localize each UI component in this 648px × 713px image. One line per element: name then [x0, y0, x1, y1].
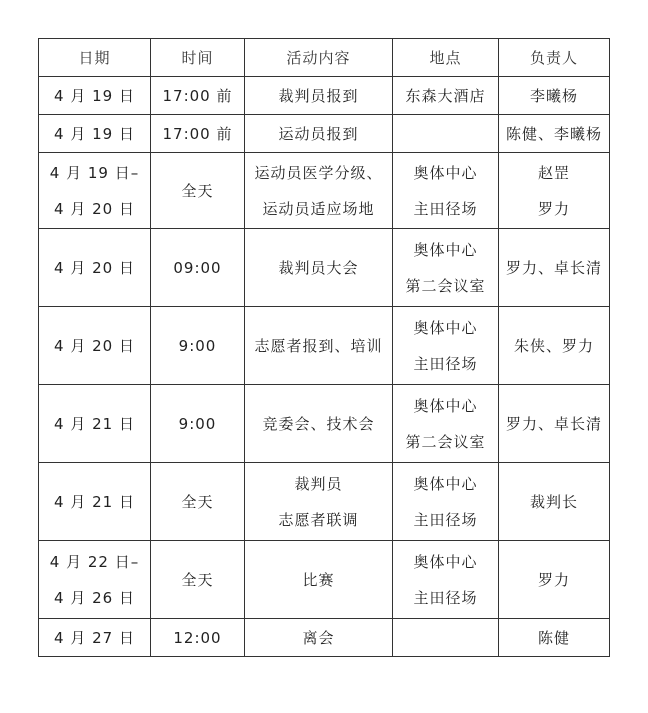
cell-text: 全天	[181, 181, 214, 200]
cell-text: 4 月 20 日	[54, 258, 135, 277]
cell-activity	[245, 541, 393, 619]
cell-activity	[245, 115, 393, 153]
cell-text: 运动员报到	[278, 124, 359, 143]
table-row	[39, 463, 610, 541]
header-time: 时间	[151, 39, 245, 77]
cell-text: 17:00 前	[162, 86, 233, 105]
header-place: 地点	[393, 39, 499, 77]
cell-text: 离会	[302, 628, 335, 647]
cell-person	[499, 77, 610, 115]
cell-text: 主田径场	[413, 354, 478, 373]
cell-text: 罗力	[537, 199, 570, 218]
cell-place	[393, 229, 499, 307]
cell-activity	[245, 619, 393, 657]
cell-activity	[245, 307, 393, 385]
cell-date	[39, 463, 151, 541]
cell-person	[499, 541, 610, 619]
cell-text: 东森大酒店	[405, 86, 486, 105]
cell-text: 主田径场	[413, 588, 478, 607]
cell-text: 陈健	[537, 628, 570, 647]
cell-time	[151, 153, 245, 229]
cell-text: 罗力	[537, 570, 570, 589]
cell-text: 陈健、李曦杨	[505, 124, 602, 143]
cell-person	[499, 229, 610, 307]
cell-activity	[245, 229, 393, 307]
cell-text: 比赛	[302, 570, 335, 589]
cell-time	[151, 541, 245, 619]
table-row	[39, 385, 610, 463]
cell-text: 17:00 前	[162, 124, 233, 143]
cell-text: 9:00	[178, 414, 217, 433]
cell-time	[151, 463, 245, 541]
cell-activity	[245, 385, 393, 463]
cell-text: 4 月 27 日	[54, 628, 135, 647]
cell-time	[151, 77, 245, 115]
cell-person	[499, 153, 610, 229]
cell-text: 朱侠、罗力	[513, 336, 594, 355]
cell-text: 4 月 19 日	[54, 124, 135, 143]
cell-text: 裁判长	[529, 492, 578, 511]
cell-text: 竞委会、技术会	[262, 414, 375, 433]
cell-time	[151, 619, 245, 657]
cell-date	[39, 619, 151, 657]
cell-text: 4 月 22 日–	[49, 552, 140, 571]
cell-place	[393, 307, 499, 385]
cell-text: 9:00	[178, 336, 217, 355]
header-activity: 活动内容	[245, 39, 393, 77]
cell-place	[393, 463, 499, 541]
header-row	[39, 39, 610, 77]
cell-place	[393, 619, 499, 657]
cell-activity	[245, 77, 393, 115]
cell-text: 罗力、卓长清	[505, 414, 602, 433]
cell-person	[499, 619, 610, 657]
cell-text: 全天	[181, 570, 214, 589]
cell-time	[151, 307, 245, 385]
cell-text: 12:00	[173, 628, 222, 647]
cell-date	[39, 385, 151, 463]
cell-text: 奥体中心	[413, 318, 478, 337]
table-row	[39, 307, 610, 385]
cell-text: 奥体中心	[413, 474, 478, 493]
cell-text: 罗力、卓长清	[505, 258, 602, 277]
cell-activity	[245, 153, 393, 229]
table-row	[39, 77, 610, 115]
cell-text: 4 月 19 日	[54, 86, 135, 105]
cell-text: 运动员适应场地	[262, 199, 375, 218]
cell-person	[499, 307, 610, 385]
cell-time	[151, 115, 245, 153]
cell-date	[39, 115, 151, 153]
cell-text: 奥体中心	[413, 552, 478, 571]
table-row	[39, 115, 610, 153]
table-row	[39, 619, 610, 657]
cell-text: 志愿者联调	[278, 510, 359, 529]
table-row	[39, 229, 610, 307]
cell-text: 李曦杨	[529, 86, 578, 105]
cell-date	[39, 541, 151, 619]
cell-text: 全天	[181, 492, 214, 511]
cell-text: 主田径场	[413, 510, 478, 529]
cell-text: 裁判员大会	[278, 258, 359, 277]
cell-text: 4 月 21 日	[54, 492, 135, 511]
cell-text: 裁判员报到	[278, 86, 359, 105]
schedule-table	[38, 38, 610, 657]
header-date: 日期	[39, 39, 151, 77]
cell-place	[393, 115, 499, 153]
cell-text: 4 月 20 日	[54, 336, 135, 355]
cell-place	[393, 541, 499, 619]
cell-text: 第二会议室	[405, 276, 486, 295]
cell-text: 奥体中心	[413, 396, 478, 415]
cell-text: 第二会议室	[405, 432, 486, 451]
cell-text: 赵罡	[537, 163, 570, 182]
cell-person	[499, 115, 610, 153]
cell-person	[499, 463, 610, 541]
table-row	[39, 153, 610, 229]
cell-time	[151, 229, 245, 307]
cell-text: 4 月 26 日	[54, 588, 135, 607]
cell-text: 4 月 20 日	[54, 199, 135, 218]
cell-date	[39, 307, 151, 385]
cell-text: 4 月 19 日–	[49, 163, 140, 182]
cell-person	[499, 385, 610, 463]
cell-text: 志愿者报到、培训	[254, 336, 383, 355]
cell-place	[393, 385, 499, 463]
cell-text: 4 月 21 日	[54, 414, 135, 433]
cell-text: 奥体中心	[413, 163, 478, 182]
cell-text: 奥体中心	[413, 240, 478, 259]
cell-text: 09:00	[173, 258, 222, 277]
cell-place	[393, 153, 499, 229]
cell-text: 运动员医学分级、	[254, 163, 383, 182]
cell-time	[151, 385, 245, 463]
cell-activity	[245, 463, 393, 541]
cell-text: 主田径场	[413, 199, 478, 218]
header-person: 负责人	[499, 39, 610, 77]
cell-date	[39, 229, 151, 307]
cell-date	[39, 77, 151, 115]
cell-date	[39, 153, 151, 229]
table-row	[39, 541, 610, 619]
cell-place	[393, 77, 499, 115]
cell-text: 裁判员	[294, 474, 343, 493]
